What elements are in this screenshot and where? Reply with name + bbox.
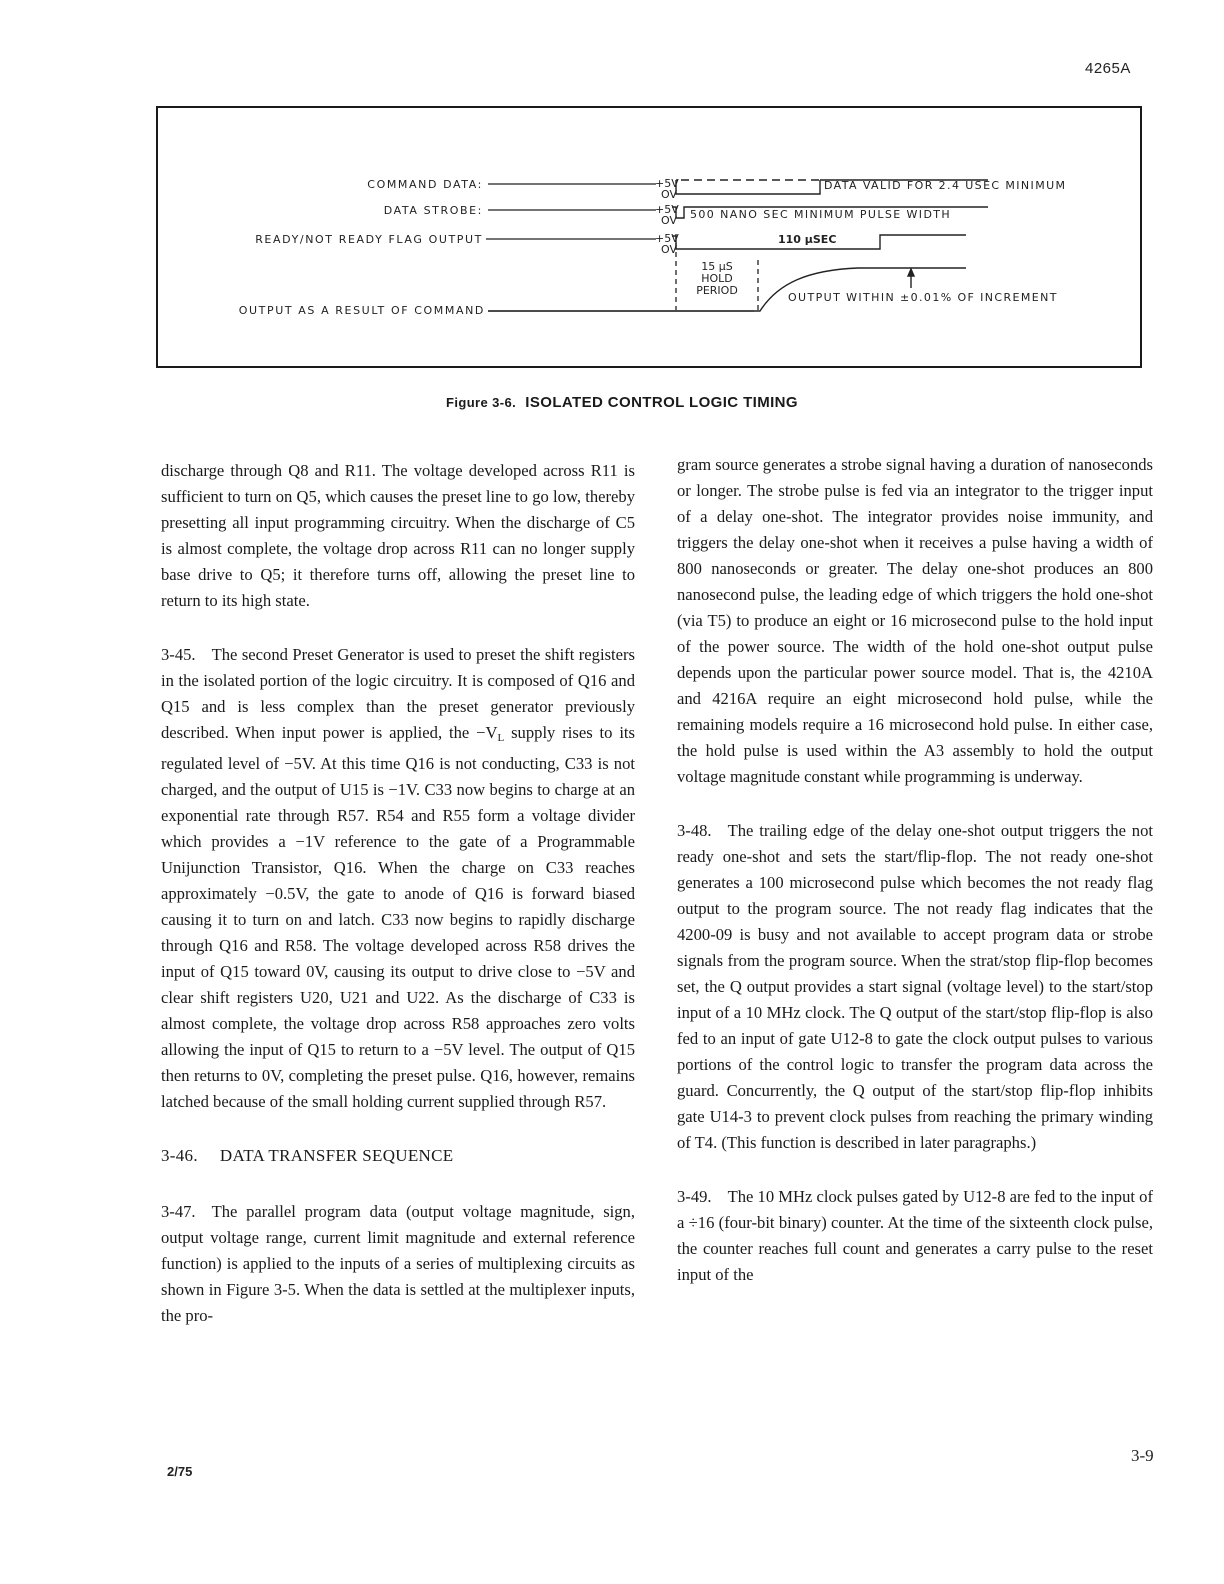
annotation-110-usec: 110 µSEC bbox=[778, 233, 837, 246]
hold-period-line2: HOLD bbox=[701, 272, 733, 285]
footer-date: 2/75 bbox=[167, 1464, 193, 1479]
annotation-data-valid: DATA VALID FOR 2.4 USEC MINIMUM bbox=[824, 179, 1067, 192]
paragraph-number: 3-48. bbox=[677, 821, 712, 840]
figure-caption bbox=[446, 394, 798, 411]
section-title: DATA TRANSFER SEQUENCE bbox=[219, 1146, 454, 1165]
svg-text:+5V: +5V bbox=[655, 232, 679, 245]
svg-text:OV: OV bbox=[661, 188, 677, 201]
paragraph-3-48: 3-48. The trailing edge of the delay one-shot output triggers the not ready one-shot and sets the start/flip-flop. The not ready one-shot generates a 100 microsecond pulse which becomes the not ready flag output to the program source. The not ready flag indicates that the 4200-09 is busy and not available to accept program data or strobe signals from the program source. When the strat/stop flip-flop becomes set, the Q output provides a start signal (voltage level) to the start/stop input of a 10 MHz clock. The Q output of the start/stop flip-flop is also fed to an input of gate U12-8 to gate the clock output pulses to various portions of the control logic to transfer the program data across the guard. Concurrently, the Q output of the start/stop flip-flop inhibits gate U14-3 to prevent clock pulses from reaching the primary winding of T4. (This function is described in later paragraphs.) bbox=[677, 821, 1153, 1152]
svg-text:OV: OV bbox=[661, 214, 677, 227]
hold-period-line3: PERIOD bbox=[696, 284, 738, 297]
svg-text:OV: OV bbox=[661, 243, 677, 256]
section-heading-3-46 bbox=[161, 1143, 635, 1169]
page-number: 3-9 bbox=[1131, 1446, 1154, 1465]
left-column bbox=[161, 458, 635, 1357]
timing-diagram bbox=[158, 108, 1144, 370]
paragraph-continued: gram source generates a strobe signal having a duration of nanoseconds or longer. The strobe pulse is fed via an integrator to the trigger input of a delay one-shot. The integrator provides noise immunity, and triggers the delay one-shot when it receives a pulse having a width of 800 nanoseconds or greater. The delay one-shot produces an 800 nanosecond pulse, the leading edge of which triggers the hold one-shot (via T5) to produce an eight or 16 microsecond pulse to the hold input of the power source. The width of the hold one-shot output pulse depends upon the particular power source model. That is, the 4210A and 4216A require an eight microsecond hold pulse, while the remaining models require a 16 microsecond hold pulse. In either case, the hold pulse is used within the A3 assembly to hold the output voltage magnitude constant while programming is underway. bbox=[677, 455, 1153, 786]
svg-text:+5V: +5V bbox=[655, 177, 679, 190]
paragraph-continued: discharge through Q8 and R11. The voltage developed across R11 is sufficient to turn on Q5, which causes the preset line to go low, thereby presetting all input programming circuitry. When the discharge of C5 is almost complete, the voltage drop across R11 can no longer supply base drive to Q5; it therefore turns off, allowing the preset line to return to its high state. bbox=[161, 461, 635, 610]
paragraph-3-47: 3-47. The parallel program data (output voltage magnitude, sign, output voltage range, current limit magnitude and external reference function) is applied to the inputs of a series of multiplexing circuits as shown in Figure 3-5. When the data is settled at the multiplexer inputs, the pro- bbox=[161, 1202, 635, 1325]
signal-label-data-strobe: DATA STROBE: bbox=[383, 204, 483, 217]
hold-period-line1: 15 µS bbox=[701, 260, 733, 273]
figure-title: ISOLATED CONTROL LOGIC TIMING bbox=[525, 394, 798, 411]
model-number: 4265A bbox=[1085, 60, 1131, 77]
figure-number: Figure 3-6. bbox=[446, 395, 517, 410]
annotation-output-accuracy: OUTPUT WITHIN ±0.01% OF INCREMENT bbox=[788, 291, 1058, 304]
svg-text:+5V: +5V bbox=[655, 203, 679, 216]
signal-label-ready-flag: READY/NOT READY FLAG OUTPUT bbox=[255, 233, 483, 246]
timing-diagram-figure bbox=[156, 106, 1142, 368]
paragraph-3-45: 3-45. The second Preset Generator is used to preset the shift registers in the isolated portion of the logic circuitry. It is composed of Q16 and Q15 and is less complex than the preset generator previously described. When input power is applied, the $-V_L$ supply rises to its regulated level of −5V. At this time Q16 is not conducting, C33 is not charged, and the output of U15 is −1V. C33 now begins to charge at an exponential rate through R57. R54 and R55 form a voltage divider which provides a −1V reference to the gate of a Programmable Unijunction Transistor, Q16. When the charge on C33 reaches approximately −0.5V, the gate to anode of Q16 is forward biased causing it to turn on and latch. C33 now begins to rapidly discharge through Q16 and R58. The voltage developed across R58 drives the input of Q15 toward 0V, causing its output to drive close to −5V and clear shift registers U20, U21 and U22. As the discharge of C33 is almost complete, the voltage drop across R58 approaches zero volts allowing the input of Q15 to return to a −5V level. The output of Q15 then returns to 0V, completing the preset pulse. Q16, however, remains latched because of the small holding current supplied through R57. bbox=[161, 645, 636, 1111]
section-number: 3-46. bbox=[161, 1146, 198, 1165]
right-column bbox=[677, 452, 1153, 1316]
paragraph-3-49: 3-49. The 10 MHz clock pulses gated by U12-8 are fed to the input of a ÷16 (four-bit binary) counter. At the time of the sixteenth clock pulse, the counter reaches full count and generates a carry pulse to the reset input of the bbox=[677, 1187, 1153, 1284]
paragraph-number: 3-47. bbox=[161, 1202, 196, 1221]
paragraph-number: 3-49. bbox=[677, 1187, 712, 1206]
paragraph-number: 3-45. bbox=[161, 645, 196, 664]
signal-label-command-data: COMMAND DATA: bbox=[367, 178, 483, 191]
annotation-strobe-pulse-width: 500 NANO SEC MINIMUM PULSE WIDTH bbox=[690, 208, 952, 221]
signal-label-output: OUTPUT AS A RESULT OF COMMAND bbox=[238, 304, 485, 317]
